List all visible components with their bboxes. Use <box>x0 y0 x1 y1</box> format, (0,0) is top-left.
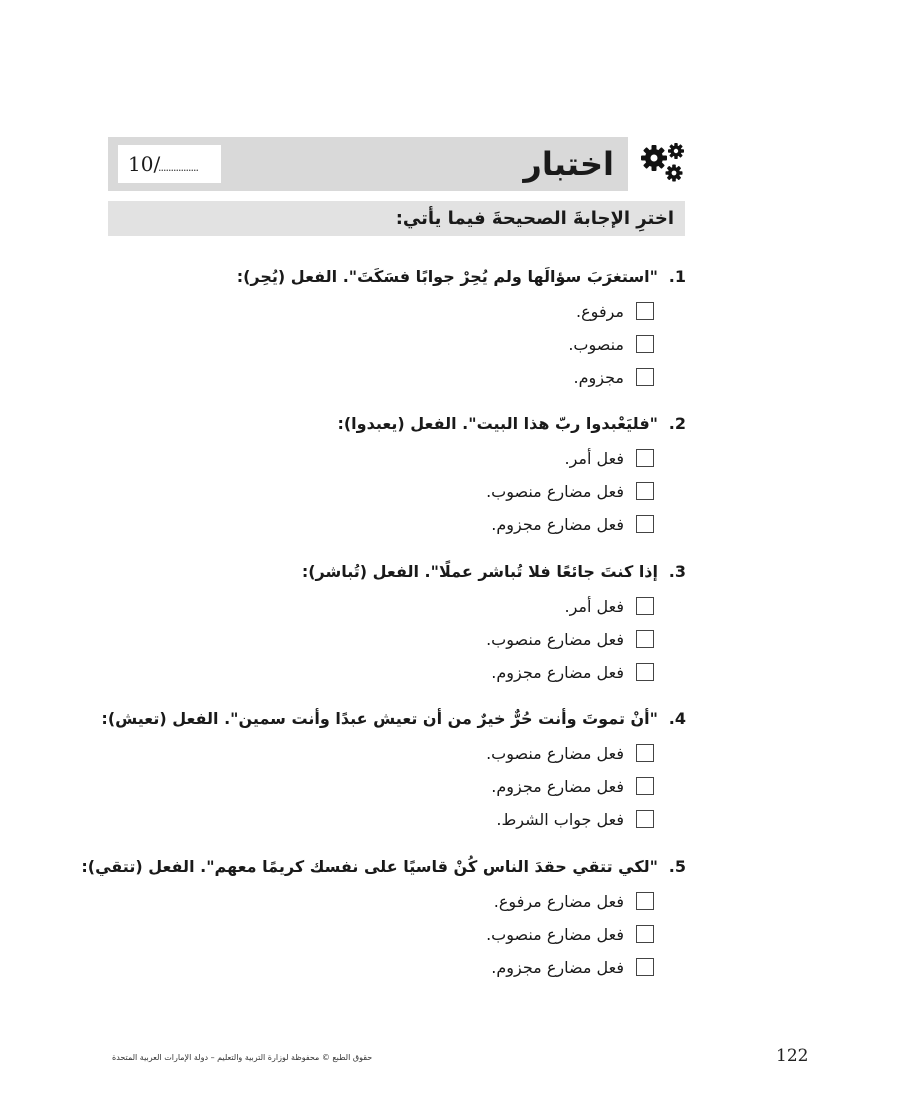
question-4 <box>101 707 686 731</box>
question-text: "فليَعْبدوا ربّ هذا البيت". الفعل (يعبدوا): <box>337 414 658 433</box>
question-number: 5. <box>668 857 686 876</box>
option-label: فعل مضارع مجزوم. <box>491 957 624 977</box>
option-label: مرفوع. <box>576 301 624 321</box>
option-label: فعل مضارع مجزوم. <box>491 662 624 682</box>
option-label: فعل جواب الشرط. <box>496 809 624 829</box>
question-5 <box>81 855 686 879</box>
option-label: منصوب. <box>568 334 624 354</box>
option-2-2[interactable] <box>486 478 654 504</box>
question-1 <box>237 265 686 289</box>
option-4-1[interactable] <box>486 740 654 766</box>
question-text: "لكي تتقي حقدَ الناس كُنْ قاسيًا على نفسك كريمًا معهم". الفعل (تتقي): <box>81 857 658 876</box>
checkbox[interactable] <box>636 449 654 467</box>
option-1-3[interactable] <box>574 364 654 390</box>
question-text: "استغرَبَ سؤالَها ولم يُحِرْ جوابًا فسَكَتَ". الفعل (يُحِر): <box>236 267 658 286</box>
score-total: 10/ <box>128 152 161 176</box>
checkbox[interactable] <box>636 777 654 795</box>
option-3-3[interactable] <box>491 659 654 685</box>
checkbox[interactable] <box>636 892 654 910</box>
option-label: فعل أمر. <box>564 596 624 616</box>
checkbox[interactable] <box>636 663 654 681</box>
checkbox[interactable] <box>636 335 654 353</box>
checkbox[interactable] <box>636 810 654 828</box>
checkbox[interactable] <box>636 744 654 762</box>
option-4-3[interactable] <box>496 806 654 832</box>
option-label: فعل مضارع مجزوم. <box>491 514 624 534</box>
checkbox[interactable] <box>636 597 654 615</box>
option-5-3[interactable] <box>491 954 654 980</box>
question-2 <box>337 412 686 436</box>
option-5-2[interactable] <box>486 921 654 947</box>
option-2-3[interactable] <box>491 511 654 537</box>
option-2-1[interactable] <box>565 445 655 471</box>
option-4-2[interactable] <box>491 773 654 799</box>
instruction-text: اخترِ الإجابةَ الصحيحةَ فيما يأتي: <box>395 208 674 229</box>
question-number: 2. <box>668 414 686 433</box>
question-text: "أنْ تموتَ وأنت حُرٌّ خيرٌ من أن تعيش عبدًا وأنت سمين". الفعل (تعيش): <box>101 709 658 728</box>
checkbox[interactable] <box>636 958 654 976</box>
score-blank: ................ <box>158 161 198 174</box>
checkbox[interactable] <box>636 482 654 500</box>
question-number: 1. <box>668 267 686 286</box>
page-title: اختبار <box>523 145 614 183</box>
option-label: فعل مضارع منصوب. <box>486 743 624 763</box>
option-5-1[interactable] <box>494 888 654 914</box>
checkbox[interactable] <box>636 302 654 320</box>
question-number: 4. <box>668 709 686 728</box>
checkbox[interactable] <box>636 630 654 648</box>
score-box <box>118 145 221 183</box>
question-text: إذا كنتَ جائعًا فلا تُباشر عملًا". الفعل (تُباشر): <box>301 562 658 581</box>
option-label: فعل أمر. <box>564 448 624 468</box>
option-label: فعل مضارع مرفوع. <box>493 891 624 911</box>
option-label: فعل مضارع منصوب. <box>486 629 624 649</box>
checkbox[interactable] <box>636 925 654 943</box>
option-3-1[interactable] <box>565 593 655 619</box>
option-label: فعل مضارع منصوب. <box>486 924 624 944</box>
page-number: 122 <box>776 1046 809 1066</box>
option-label: فعل مضارع مجزوم. <box>491 776 624 796</box>
question-3 <box>302 560 686 584</box>
checkbox[interactable] <box>636 515 654 533</box>
gears-icon <box>640 142 686 184</box>
option-1-2[interactable] <box>568 331 654 357</box>
option-1-1[interactable] <box>576 298 654 324</box>
checkbox[interactable] <box>636 368 654 386</box>
copyright-notice: حقوق الطبع © محفوظة لوزارة التربية والتعليم – دولة الإمارات العربية المتحدة <box>112 1053 373 1062</box>
option-3-2[interactable] <box>486 626 654 652</box>
option-label: فعل مضارع منصوب. <box>486 481 624 501</box>
option-label: مجزوم. <box>573 367 624 387</box>
question-number: 3. <box>668 562 686 581</box>
